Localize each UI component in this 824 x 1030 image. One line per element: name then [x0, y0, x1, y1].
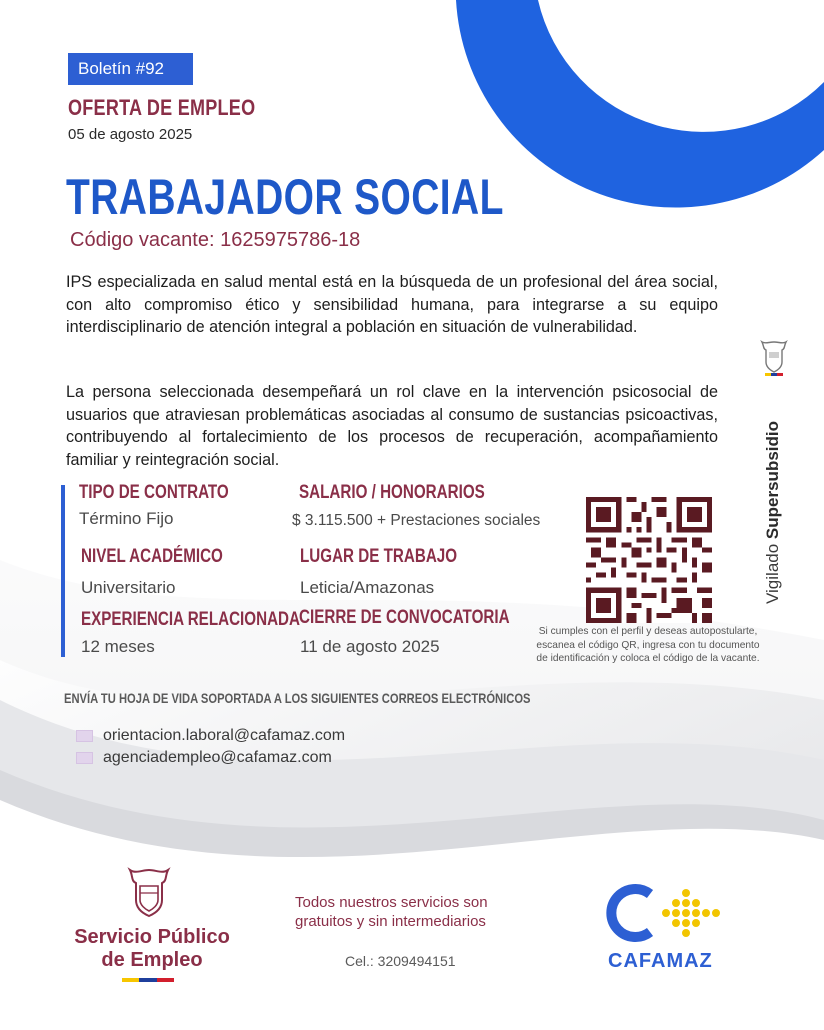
contract-type-value: Término Fijo — [79, 509, 174, 528]
email-link-2[interactable]: agenciadempleo@cafamaz.com — [103, 749, 332, 766]
free-services-note: Todos nuestros servicios son gratuitos y sin intermediarios — [295, 894, 488, 930]
email-row-2[interactable] — [76, 748, 332, 768]
envelope-icon — [76, 730, 93, 742]
phone-number: Cel.: 3209494151 — [345, 953, 456, 969]
cafamaz-symbol-icon — [606, 880, 730, 946]
send-cv-heading: ENVÍA TU HOJA DE VIDA SOPORTADA A LOS SIGUIENTES CORREOS ELECTRÓNICOS — [64, 690, 531, 706]
offer-date: 05 de agosto 2025 — [68, 126, 193, 143]
deadline-value: 11 de agosto 2025 — [300, 637, 440, 656]
vacancy-code: Código vacante: 1625975786-18 — [70, 229, 361, 251]
job-description-2: La persona seleccionada desempeñará un rol clave en la intervención psicosocial de usuarios que atraviesan problemáticas asociadas al consumo de sustancias psicoactivas, contribuyendo al fortalecimiento de los procesos de recuperación, acompañamiento familiar y reintegración social. — [66, 383, 718, 469]
spe-name-line2: de Empleo — [101, 949, 203, 971]
email-row-1[interactable] — [76, 726, 345, 746]
vigilado-brand: Supersubsidio — [763, 421, 782, 540]
colombia-coat-of-arms-icon — [122, 866, 176, 920]
vigilado-prefix: Vigilado — [763, 543, 782, 604]
experience-label: EXPERIENCIA RELACIONADA — [81, 609, 301, 630]
location-label: LUGAR DE TRABAJO — [300, 546, 458, 567]
colombia-coat-of-arms-icon — [759, 340, 789, 376]
details-accent-bar — [61, 485, 65, 657]
education-label: NIVEL ACADÉMICO — [81, 546, 223, 567]
salary-value: $ 3.115.500 + Prestaciones sociales — [292, 512, 541, 529]
qr-caption: Si cumples con el perfil y deseas autopostularte, escanea el código QR, ingresa con tu documento de identificación y coloca el código de la vacante. — [536, 626, 760, 664]
spe-name — [62, 926, 242, 972]
colombia-flag-stripe — [122, 978, 174, 982]
envelope-icon — [76, 752, 93, 764]
spe-logo — [62, 866, 242, 986]
email-link-1[interactable]: orientacion.laboral@cafamaz.com — [103, 727, 346, 744]
vigilado-text — [763, 421, 783, 604]
education-value: Universitario — [81, 578, 176, 597]
cafamaz-logo — [604, 880, 734, 976]
spe-name-line1: Servicio Público — [74, 926, 230, 948]
deadline-label: CIERRE DE CONVOCATORIA — [299, 607, 510, 628]
experience-value: 12 meses — [81, 637, 155, 656]
salary-label: SALARIO / HONORARIOS — [299, 482, 485, 503]
job-description-1: IPS especializada en salud mental está en la búsqueda de un profesional del área social, con alto compromiso ético y sensibilidad humana, para integrarse a su equipo interdisciplinario de atención integral a población en situación de vulnerabilidad. — [66, 273, 718, 336]
vigilado-supersubsidio — [757, 340, 797, 610]
cafamaz-name: CAFAMAZ — [608, 950, 713, 972]
location-value: Leticia/Amazonas — [300, 578, 435, 597]
offer-title: OFERTA DE EMPLEO — [68, 95, 256, 120]
contract-type-label: TIPO DE CONTRATO — [79, 482, 229, 503]
qr-code[interactable] — [582, 497, 716, 623]
job-title: TRABAJADOR SOCIAL — [66, 169, 504, 225]
bulletin-badge: Boletín #92 — [68, 53, 193, 85]
